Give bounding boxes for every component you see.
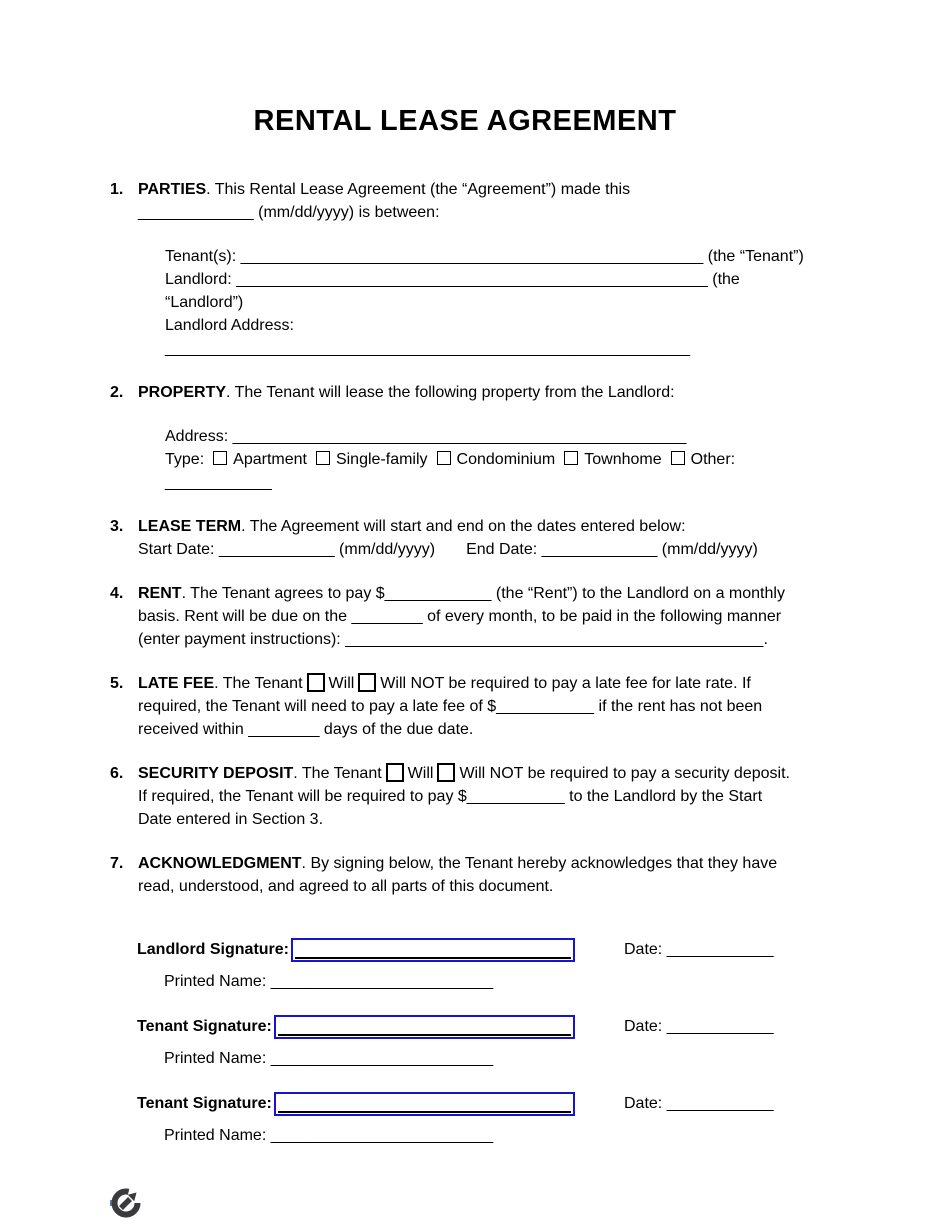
landlord-address-blank[interactable]: ___________________________________________________________	[165, 339, 691, 357]
rent-due-text-a: basis. Rent will be due on the	[138, 607, 352, 625]
tenant-name-line	[165, 245, 820, 268]
parties-date-line	[138, 201, 820, 224]
property-type-label: Type:	[165, 450, 205, 468]
end-date-blank[interactable]: _____________	[541, 540, 658, 558]
acknowledgment-intro-line	[138, 852, 820, 875]
tenant-label: Tenant(s):	[165, 247, 241, 265]
landlord-printed-name-line	[164, 970, 820, 993]
section-lease-term	[110, 515, 820, 561]
agreement-date-suffix: (mm/dd/yyyy) is between:	[253, 203, 440, 221]
acknowledgment-heading: ACKNOWLEDGMENT	[138, 854, 302, 872]
tenant-date-blank-1[interactable]: ____________	[666, 1018, 774, 1036]
townhome-label: Townhome	[584, 450, 662, 468]
rent-due-text-b: of every month, to be paid in the following manner	[422, 607, 782, 625]
rent-heading: RENT	[138, 584, 182, 602]
section-late-fee-number: 5.	[110, 674, 124, 692]
property-type-line	[165, 448, 820, 494]
section-property	[110, 381, 820, 494]
security-deposit-intro-line	[138, 762, 820, 785]
landlord-date	[624, 938, 773, 961]
late-fee-will-not-checkbox[interactable]	[358, 673, 376, 692]
tenant-printed-name-blank-1[interactable]: _________________________	[270, 1049, 494, 1067]
deposit-amount-line	[138, 785, 820, 808]
lease-term-heading: LEASE TERM	[138, 517, 242, 535]
section-security-deposit	[110, 762, 820, 831]
landlord-printed-name-label: Printed Name:	[164, 972, 271, 990]
late-fee-will-checkbox[interactable]	[307, 673, 325, 692]
landlord-name-blank[interactable]: _____________________________________________________	[236, 270, 708, 288]
tenant-signature-input-1[interactable]	[274, 1015, 575, 1039]
deposit-section3-text: Date entered in Section 3.	[138, 810, 324, 828]
lease-term-lead: . The Agreement will start and end on the dates entered below:	[241, 517, 686, 535]
late-fee-text-b: if the rent has not been	[594, 697, 763, 715]
landlord-date-label: Date:	[624, 941, 667, 959]
tenant-suffix: (the “Tenant”)	[703, 247, 804, 265]
late-fee-days-text-a: received within	[138, 720, 249, 738]
lease-dates-line	[138, 538, 820, 561]
rent-lead-rest: (the “Rent”) to the Landlord on a monthly	[491, 584, 785, 602]
late-fee-days-text-b: days of the due date.	[319, 720, 474, 738]
type-option-townhome	[564, 451, 661, 468]
property-heading: PROPERTY	[138, 383, 227, 401]
rent-intro-line	[138, 582, 820, 605]
tenant-signature-label-1: Tenant Signature:	[137, 1017, 272, 1035]
deposit-will-label: Will	[407, 764, 434, 782]
tenant-printed-name-line-1	[164, 1047, 820, 1070]
section-late-fee	[110, 672, 820, 741]
checkbox-condominium[interactable]	[437, 451, 451, 465]
checkbox-single-family[interactable]	[316, 451, 330, 465]
tenant-printed-name-label-2: Printed Name:	[164, 1126, 271, 1144]
property-address-line	[165, 425, 820, 448]
parties-heading: PARTIES	[138, 180, 207, 198]
landlord-suffix: (the “Landlord”)	[165, 270, 745, 311]
deposit-text-b: to the Landlord by the Start	[564, 787, 763, 805]
security-deposit-heading: SECURITY DEPOSIT	[138, 764, 294, 782]
late-fee-amount-line	[138, 695, 820, 718]
other-label: Other:	[690, 450, 740, 468]
property-address-blank[interactable]: ___________________________________________________	[232, 427, 687, 445]
type-option-single-family	[316, 451, 428, 468]
lease-term-intro-line	[138, 515, 820, 538]
late-fee-amount-blank[interactable]: ___________	[496, 697, 595, 715]
tenant-date-label-2: Date:	[624, 1095, 667, 1113]
section-parties	[110, 178, 820, 360]
landlord-label: Landlord:	[165, 270, 237, 288]
deposit-text-a: If required, the Tenant will be required to pay $	[138, 787, 467, 805]
section-acknowledgment	[110, 852, 820, 898]
tenant-signature-input-2[interactable]	[274, 1092, 575, 1116]
property-intro-line	[138, 381, 820, 404]
rent-due-day-blank[interactable]: ________	[351, 607, 423, 625]
type-option-condominium	[437, 451, 556, 468]
property-lead: . The Tenant will lease the following property from the Landlord:	[226, 383, 675, 401]
section-acknowledgment-number: 7.	[110, 854, 124, 872]
tenant-name-blank[interactable]: ____________________________________________________	[240, 247, 704, 265]
security-deposit-lead: . The Tenant	[293, 764, 382, 782]
apartment-label: Apartment	[233, 450, 307, 468]
deposit-will-checkbox[interactable]	[386, 763, 404, 782]
section-rent-number: 4.	[110, 584, 124, 602]
landlord-name-line	[165, 268, 820, 314]
acknowledgment-line2	[138, 875, 820, 898]
rent-amount-blank[interactable]: ____________	[384, 584, 492, 602]
end-date-label: End Date:	[466, 540, 542, 558]
tenant-date-1	[624, 1015, 773, 1038]
section-security-deposit-number: 6.	[110, 764, 124, 782]
payment-instructions-line	[138, 628, 820, 651]
circular-arrow-icon	[110, 1187, 142, 1219]
section-rent	[110, 582, 820, 651]
landlord-printed-name-blank[interactable]: _________________________	[270, 972, 494, 990]
deposit-will-not-checkbox[interactable]	[437, 763, 455, 782]
late-fee-days-blank[interactable]: ________	[248, 720, 320, 738]
late-fee-will-label: Will	[328, 674, 355, 692]
payment-instructions-blank[interactable]: _______________________________________________	[345, 630, 764, 648]
checkbox-other[interactable]	[671, 451, 685, 465]
rent-lead: . The Tenant agrees to pay $	[181, 584, 385, 602]
type-option-apartment	[213, 451, 307, 468]
landlord-address-line	[165, 314, 820, 360]
parties-lead: . This Rental Lease Agreement (the “Agreement”) made this	[206, 180, 631, 198]
payment-instructions-label: (enter payment instructions):	[138, 630, 346, 648]
deposit-will-not-label: Will NOT be required to pay a security deposit.	[459, 764, 790, 782]
tenant-printed-name-label-1: Printed Name:	[164, 1049, 271, 1067]
landlord-date-blank[interactable]: ____________	[666, 941, 774, 959]
tenant-date-2	[624, 1092, 773, 1115]
section-parties-number: 1.	[110, 180, 124, 198]
start-date-suffix: (mm/dd/yyyy)	[334, 540, 436, 558]
start-date-label: Start Date:	[138, 540, 219, 558]
tenant-printed-name-blank-2[interactable]: _________________________	[270, 1126, 494, 1144]
acknowledgment-lead: . By signing below, the Tenant hereby acknowledges that they have	[301, 854, 778, 872]
tenant-signature-block-1	[137, 1015, 820, 1070]
tenant-signature-label-2: Tenant Signature:	[137, 1094, 272, 1112]
tenant-date-label-1: Date:	[624, 1018, 667, 1036]
section-lease-term-number: 3.	[110, 517, 124, 535]
tenant-printed-name-line-2	[164, 1124, 820, 1147]
late-fee-intro-line	[138, 672, 820, 695]
condominium-label: Condominium	[456, 450, 556, 468]
circular-arrow-logo	[110, 1187, 142, 1219]
landlord-signature-label: Landlord Signature:	[137, 940, 289, 958]
late-fee-text-a: required, the Tenant will need to pay a late fee of $	[138, 697, 497, 715]
checkbox-apartment[interactable]	[213, 451, 227, 465]
late-fee-heading: LATE FEE	[138, 674, 215, 692]
property-address-label: Address:	[165, 427, 233, 445]
other-type-blank[interactable]: ____________	[165, 473, 272, 491]
section-property-number: 2.	[110, 383, 124, 401]
deposit-section3-line	[138, 808, 820, 831]
landlord-signature-block	[137, 938, 820, 993]
payment-instructions-period: .	[763, 630, 768, 648]
end-date-suffix: (mm/dd/yyyy)	[657, 540, 758, 558]
parties-intro-line	[138, 178, 820, 201]
rent-due-line	[138, 605, 820, 628]
late-fee-will-not-label: Will NOT be required to pay a late fee for late rate. If	[380, 674, 751, 692]
tenant-signature-block-2	[137, 1092, 820, 1147]
late-fee-lead: . The Tenant	[214, 674, 303, 692]
landlord-signature-input[interactable]	[291, 938, 575, 962]
page-title: RENTAL LEASE AGREEMENT	[253, 105, 677, 137]
signature-area	[137, 938, 820, 1147]
start-date-blank[interactable]: _____________	[218, 540, 335, 558]
late-fee-days-line	[138, 718, 820, 741]
checkbox-townhome[interactable]	[564, 451, 578, 465]
deposit-amount-blank[interactable]: ___________	[466, 787, 565, 805]
agreement-date-blank[interactable]: _____________	[138, 203, 254, 221]
single-family-label: Single-family	[335, 450, 428, 468]
tenant-date-blank-2[interactable]: ____________	[666, 1095, 774, 1113]
acknowledgment-text: read, understood, and agreed to all parts of this document.	[138, 877, 554, 895]
landlord-address-label: Landlord Address:	[165, 316, 299, 334]
